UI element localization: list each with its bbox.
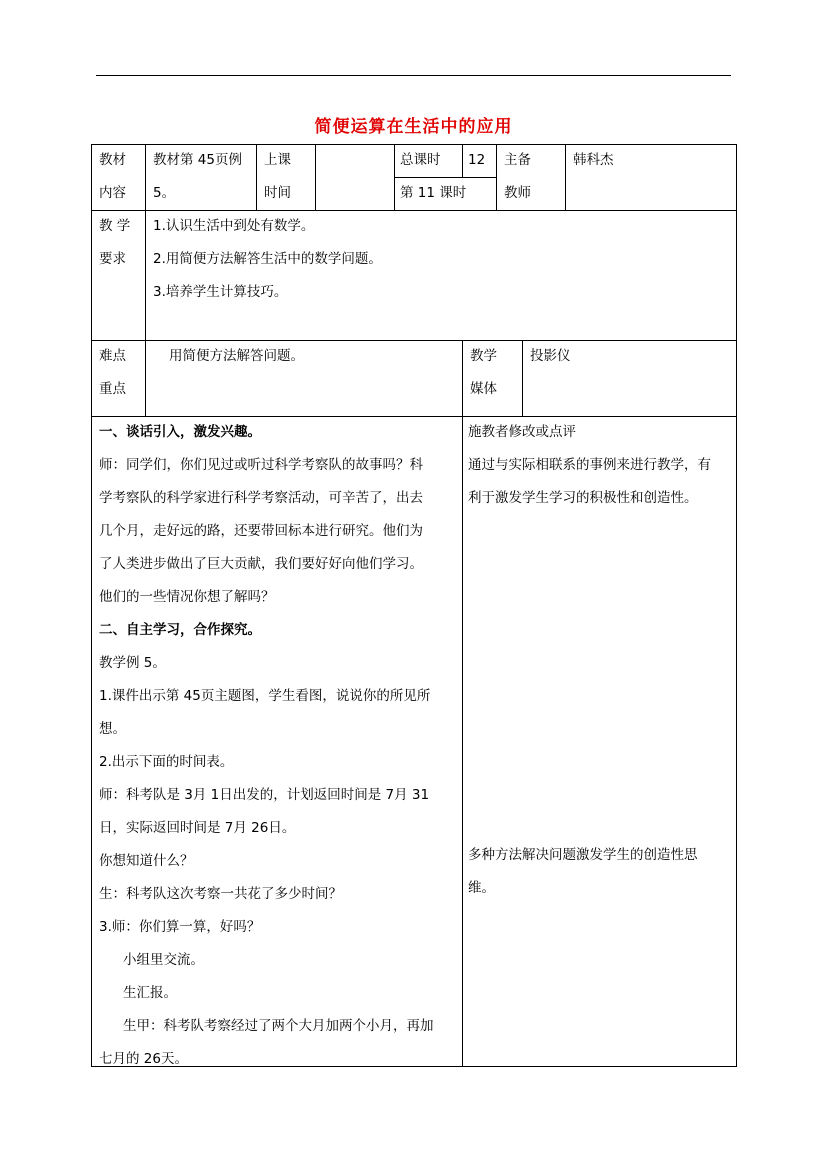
notes-header: 施教者修改或点评 <box>468 424 576 440</box>
requirement-item: 1.认识生活中到处有数学。 <box>153 218 315 234</box>
requirements-label-line: 教 学 <box>99 218 131 234</box>
process-line: 生汇报。 <box>123 985 177 1001</box>
process-line: 教学例 5。 <box>99 655 166 671</box>
header-rule <box>96 75 731 76</box>
class-time-label-line: 上课 <box>264 152 291 168</box>
process-line: 日，实际返回时间是 7月 26日。 <box>99 820 296 836</box>
teaching-process <box>91 416 462 1076</box>
key-points-label <box>91 340 145 406</box>
process-line: 2.出示下面的时间表。 <box>99 754 234 770</box>
media-label-line: 教学 <box>470 348 497 364</box>
material-value-line: 教材第 45页例 <box>153 152 242 168</box>
process-line: 师：科考队是 3月 1日出发的，计划返回时间是 7月 31 <box>99 787 430 803</box>
process-line: 他们的一些情况你想了解吗？ <box>99 589 275 605</box>
process-line: 了人类进步做出了巨大贡献，我们要好好向他们学习。 <box>99 556 423 572</box>
lesson-number-text: 第 11 课时 <box>400 185 467 201</box>
preparer-label-line: 主备 <box>504 152 531 168</box>
process-line: 3.师：你们算一算，好吗？ <box>99 919 261 935</box>
note-line: 利于激发学生学习的积极性和创造性。 <box>468 490 698 506</box>
preparer-value <box>565 144 736 177</box>
requirement-item: 2.用简便方法解答生活中的数学问题。 <box>153 251 382 267</box>
class-time-label-line: 时间 <box>264 185 291 201</box>
material-label-line: 内容 <box>99 185 126 201</box>
total-hours-value-text: 12 <box>468 152 486 168</box>
key-points-label-line: 难点 <box>99 348 126 364</box>
total-hours-label <box>394 144 462 177</box>
preparer-label <box>496 144 565 210</box>
process-line: 学考察队的科学家进行科学考察活动，可辛苦了，出去 <box>99 490 423 506</box>
lesson-number <box>394 177 496 210</box>
section-heading: 一、谈话引入，激发兴趣。 <box>99 424 261 440</box>
preparer-name: 韩科杰 <box>573 152 614 168</box>
media-label-line: 媒体 <box>470 381 497 397</box>
teacher-notes <box>462 416 736 515</box>
material-value <box>145 144 256 210</box>
note-line: 多种方法解决问题激发学生的创造性思 <box>468 847 698 863</box>
document-title: 简便运算在生活中的应用 <box>314 117 513 137</box>
process-line: 几个月，走好远的路，还要带回标本进行研究。他们为 <box>99 523 423 539</box>
note-line: 通过与实际相联系的事例来进行教学，有 <box>468 457 711 473</box>
material-value-line: 5。 <box>153 185 176 201</box>
key-points-value <box>145 340 462 373</box>
process-line: 小组里交流。 <box>123 952 204 968</box>
process-line: 1.课件出示第 45页主题图，学生看图，说说你的所见所 <box>99 688 431 704</box>
material-label-line: 教材 <box>99 152 126 168</box>
key-points-text: 用简便方法解答问题。 <box>169 348 304 364</box>
key-points-label-line: 重点 <box>99 381 126 397</box>
media-value-text: 投影仪 <box>530 348 571 364</box>
col-divider <box>315 144 316 210</box>
media-label <box>462 340 522 406</box>
note-line: 维。 <box>468 880 495 896</box>
material-label <box>91 144 145 210</box>
process-line: 生甲：科考队考察经过了两个大月加两个小月，再加 <box>123 1018 434 1034</box>
total-hours-value <box>462 144 496 177</box>
requirements-label <box>91 210 145 276</box>
requirement-item: 3.培养学生计算技巧。 <box>153 284 288 300</box>
teacher-notes-2 <box>462 839 736 905</box>
process-line: 七月的 26天。 <box>99 1051 188 1067</box>
requirements-list <box>145 210 736 309</box>
requirements-label-line: 要求 <box>99 251 126 267</box>
media-value <box>522 340 736 373</box>
table-border-right <box>736 144 737 1067</box>
preparer-label-line: 教师 <box>504 185 531 201</box>
process-line: 你想知道什么？ <box>99 853 194 869</box>
process-line: 想。 <box>99 721 126 737</box>
total-hours-label-text: 总课时 <box>400 152 441 168</box>
process-line: 生：科考队这次考察一共花了多少时间？ <box>99 886 342 902</box>
class-time-label <box>256 144 315 210</box>
section-heading: 二、自主学习，合作探究。 <box>99 622 261 638</box>
process-line: 师：同学们，你们见过或听过科学考察队的故事吗？科 <box>99 457 423 473</box>
